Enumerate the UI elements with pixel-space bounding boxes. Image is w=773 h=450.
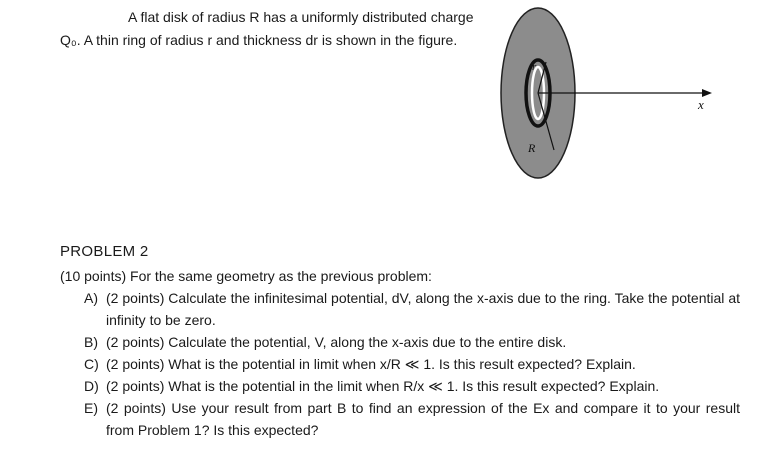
x-axis-arrowhead <box>702 89 712 97</box>
disk-diagram <box>498 0 728 185</box>
problem-title: PROBLEM 2 <box>60 243 149 260</box>
problem-2 <box>60 241 740 441</box>
part-text: (2 points) Use your result from part B to find an expression of the Ex and compare it to your result from Problem 1? Is this expected? <box>106 400 740 438</box>
part-text: (2 points) Calculate the potential, V, along the x-axis due to the entire disk. <box>106 334 567 350</box>
intro-line-1: A flat disk of radius R has a uniformly distributed charge <box>128 9 474 25</box>
part-label: E) <box>84 400 98 416</box>
part-e <box>60 397 740 441</box>
part-text: (2 points) What is the potential in the limit when R/x ≪ 1. Is this result expected? Explain. <box>106 378 660 394</box>
part-label: A) <box>84 290 98 306</box>
intro-paragraph <box>60 6 490 52</box>
label-R: R <box>528 141 536 155</box>
part-label: C) <box>84 356 99 372</box>
part-a <box>60 287 740 331</box>
part-text: (2 points) What is the potential in limit when x/R ≪ 1. Is this result expected? Explain. <box>106 356 636 372</box>
part-text: (2 points) Calculate the infinitesimal potential, dV, along the x-axis due to the ring. Take the potential at infinity to be zero. <box>106 290 740 328</box>
part-d <box>60 375 740 397</box>
problem-subtitle: (10 points) For the same geometry as the previous problem: <box>60 268 432 284</box>
part-b <box>60 331 740 353</box>
label-r: r <box>532 61 537 73</box>
part-c <box>60 353 740 375</box>
intro-line-2: Q₀. A thin ring of radius r and thickness dr is shown in the figure. <box>60 32 458 48</box>
label-x: x <box>698 97 704 112</box>
part-label: D) <box>84 378 99 394</box>
part-label: B) <box>84 334 98 350</box>
disk-figure <box>498 0 728 185</box>
